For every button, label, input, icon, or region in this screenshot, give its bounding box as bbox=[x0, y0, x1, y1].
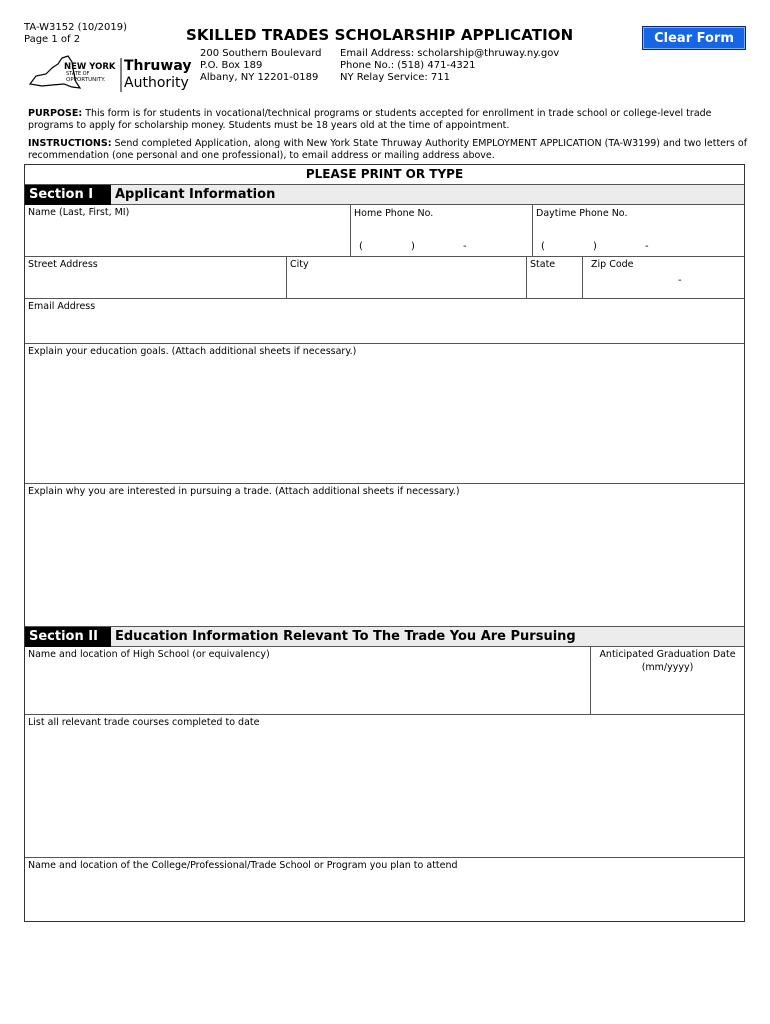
purpose-text: This form is for students in vocational/technical programs or students accepted for enrollment in trade school or college-level trade programs to apply for scholarship money. Students must be 18 years old at the time of appointment. bbox=[28, 108, 712, 131]
street-address-field[interactable] bbox=[25, 257, 287, 299]
form-header-id bbox=[24, 22, 127, 46]
address-line: 200 Southern Boulevard bbox=[200, 48, 322, 59]
home-phone-field[interactable] bbox=[351, 205, 533, 257]
section-1-tag: Section I bbox=[25, 185, 111, 205]
contact-email: Email Address: scholarship@thruway.ny.gov bbox=[340, 48, 560, 59]
thruway-logo bbox=[28, 54, 196, 94]
section-1-header bbox=[25, 185, 744, 205]
address-line: P.O. Box 189 bbox=[200, 60, 263, 71]
page-indicator: Page 1 of 2 bbox=[24, 34, 81, 45]
education-goals-label: Explain your education goals. (Attach additional sheets if necessary.) bbox=[28, 346, 357, 357]
instructions-label: INSTRUCTIONS: bbox=[28, 138, 112, 149]
mailing-address bbox=[200, 48, 322, 84]
trade-courses-field[interactable] bbox=[25, 715, 744, 858]
zip-code-label: Zip Code bbox=[591, 259, 634, 270]
name-label: Name (Last, First, MI) bbox=[28, 207, 130, 218]
logo-opportunity: OPPORTUNITY. bbox=[66, 77, 106, 83]
home-phone-paren-close: ) bbox=[411, 241, 415, 252]
zip-dash: - bbox=[678, 275, 682, 286]
college-program-label: Name and location of the College/Professional/Trade School or Program you plan to attend bbox=[28, 860, 458, 871]
section-1-title: Applicant Information bbox=[115, 187, 276, 202]
instructions-paragraph bbox=[28, 138, 748, 162]
home-phone-paren-open: ( bbox=[359, 241, 363, 252]
purpose-paragraph bbox=[28, 108, 748, 132]
city-field[interactable] bbox=[287, 257, 527, 299]
form-id: TA-W3152 (10/2019) bbox=[24, 22, 128, 33]
graduation-date-label: Anticipated Graduation Date bbox=[599, 649, 736, 660]
contact-phone: Phone No.: (518) 471-4321 bbox=[340, 60, 476, 71]
purpose-label: PURPOSE: bbox=[28, 108, 83, 119]
graduation-date-format: (mm/yyyy) bbox=[641, 662, 694, 673]
education-goals-field[interactable] bbox=[25, 344, 744, 484]
trade-interest-label: Explain why you are interested in pursuing a trade. (Attach additional sheets if necessary.) bbox=[28, 486, 460, 497]
name-field[interactable] bbox=[25, 205, 351, 257]
logo-state-sub: STATE OF bbox=[66, 71, 90, 77]
logo-state-word: NEW YORK bbox=[64, 62, 116, 72]
daytime-phone-field[interactable] bbox=[533, 205, 744, 257]
daytime-phone-paren-close: ) bbox=[593, 241, 597, 252]
email-address-label: Email Address bbox=[28, 301, 96, 312]
high-school-field[interactable] bbox=[25, 647, 591, 715]
contact-relay: NY Relay Service: 711 bbox=[340, 72, 451, 83]
clear-form-button[interactable]: Clear Form bbox=[642, 26, 746, 50]
city-label: City bbox=[290, 259, 309, 270]
state-label: State bbox=[530, 259, 556, 270]
trade-courses-label: List all relevant trade courses completed to date bbox=[28, 717, 260, 728]
college-program-field[interactable] bbox=[25, 858, 744, 921]
street-address-label: Street Address bbox=[28, 259, 98, 270]
section-2-header bbox=[25, 627, 744, 647]
print-note: PLEASE PRINT OR TYPE bbox=[25, 165, 744, 185]
daytime-phone-label: Daytime Phone No. bbox=[536, 208, 628, 219]
section-2-title: Education Information Relevant To The Trade You Are Pursuing bbox=[115, 629, 576, 644]
contact-info bbox=[340, 48, 559, 84]
daytime-phone-paren-open: ( bbox=[541, 241, 545, 252]
home-phone-label: Home Phone No. bbox=[354, 208, 434, 219]
application-form bbox=[24, 164, 745, 922]
high-school-label: Name and location of High School (or equivalency) bbox=[28, 649, 270, 660]
zip-code-field[interactable] bbox=[583, 257, 744, 299]
daytime-phone-dash: - bbox=[645, 241, 649, 252]
state-field[interactable] bbox=[527, 257, 583, 299]
graduation-date-field[interactable] bbox=[591, 647, 744, 715]
home-phone-dash: - bbox=[463, 241, 467, 252]
trade-interest-field[interactable] bbox=[25, 484, 744, 627]
form-title: SKILLED TRADES SCHOLARSHIP APPLICATION bbox=[186, 26, 574, 44]
section-2-tag: Section II bbox=[25, 627, 111, 647]
logo-agency-line1: Thruway bbox=[124, 58, 192, 74]
address-line: Albany, NY 12201-0189 bbox=[200, 72, 319, 83]
email-address-field[interactable] bbox=[25, 299, 744, 344]
logo-agency-line2: Authority bbox=[124, 75, 189, 91]
instructions-text: Send completed Application, along with New York State Thruway Authority EMPLOYMENT APPLICATION (TA-W3199) and two letters of recommendation (one personal and one professional), to email address or mailing address above. bbox=[28, 138, 748, 161]
